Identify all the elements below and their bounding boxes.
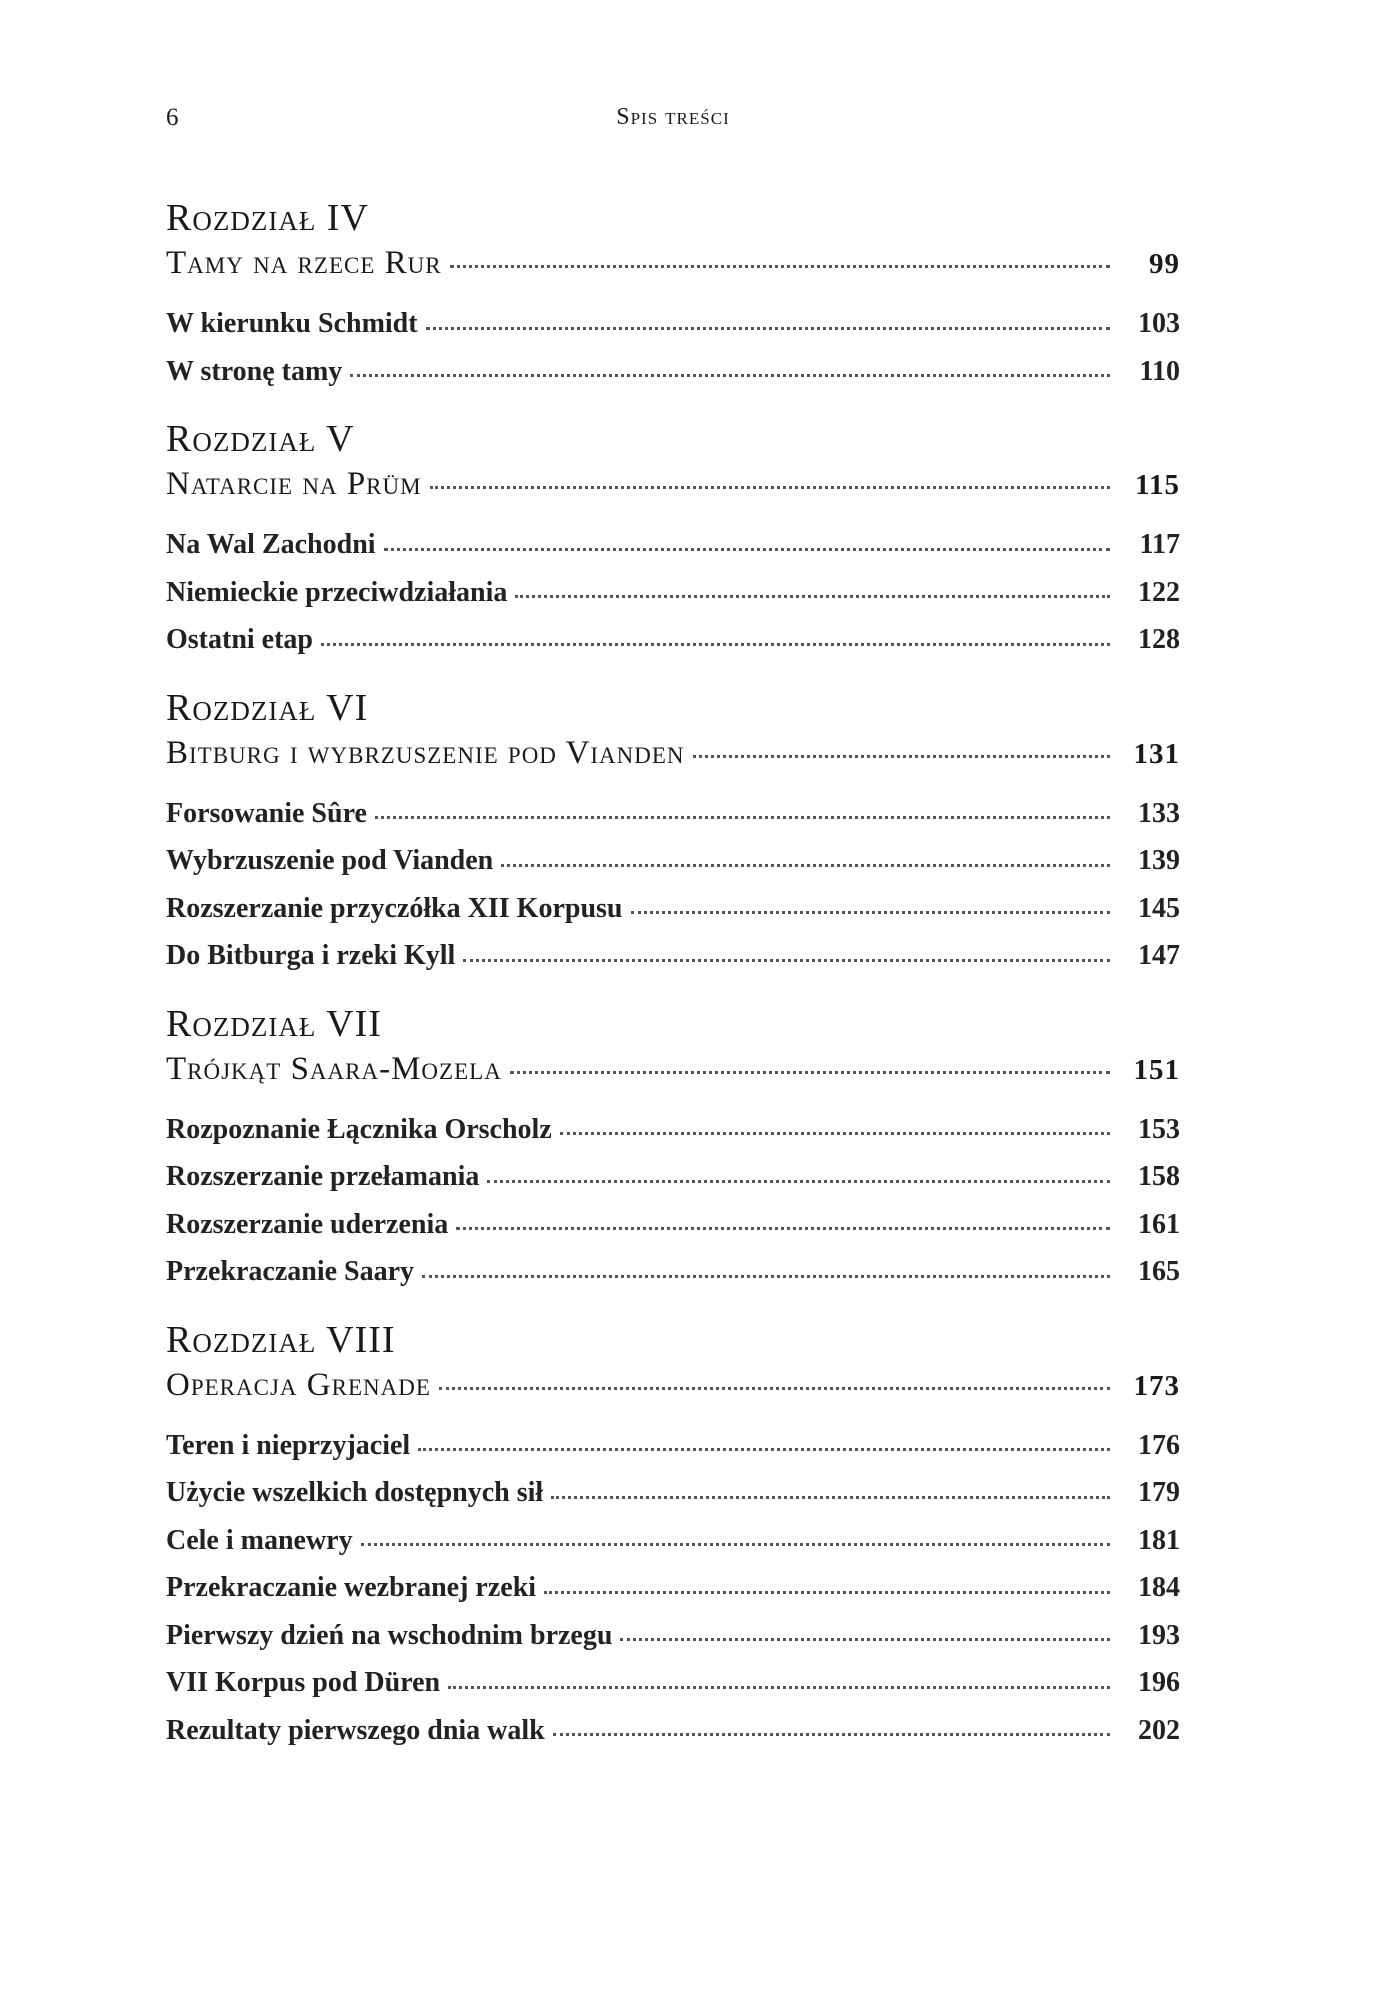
entry-page-number: 103 — [1138, 308, 1180, 339]
toc-entry[interactable] — [166, 1659, 1180, 1707]
toc-entry[interactable] — [166, 300, 1180, 348]
dot-leader — [418, 1448, 1110, 1451]
toc-entry[interactable] — [166, 521, 1180, 569]
chapter-page-number: 151 — [1133, 1053, 1180, 1086]
entry-page-number: 184 — [1138, 1572, 1180, 1603]
dot-leader — [631, 911, 1110, 914]
toc-entry[interactable] — [166, 1422, 1180, 1470]
dot-leader — [448, 1686, 1110, 1689]
dot-leader — [426, 327, 1110, 330]
entry-title: W kierunku Schmidt — [166, 308, 418, 339]
dot-leader — [439, 1387, 1110, 1390]
toc-entry[interactable] — [166, 1201, 1180, 1249]
entry-page-number: 193 — [1138, 1619, 1180, 1651]
entry-page-number: 158 — [1138, 1161, 1180, 1192]
dot-leader — [560, 1132, 1110, 1135]
chapter-title-line[interactable] — [166, 1046, 1180, 1092]
entry-title: Pierwszy dzień na wschodnim brzegu — [166, 1619, 613, 1651]
chapter-title: Trójkąt Saara-Mozela — [166, 1050, 502, 1087]
dot-leader — [510, 1071, 1110, 1074]
chapter-label: Rozdział IV — [166, 197, 369, 239]
chapter-label: Rozdział VIII — [166, 1318, 396, 1361]
toc-chapter — [166, 196, 1180, 395]
dot-leader — [693, 755, 1110, 758]
entry-page-number: 139 — [1138, 845, 1180, 876]
dot-leader — [422, 1275, 1110, 1278]
toc-entry[interactable] — [166, 1106, 1180, 1154]
dot-leader — [487, 1180, 1110, 1183]
chapter-page-number: 173 — [1133, 1369, 1180, 1402]
chapter-title-line[interactable] — [166, 461, 1180, 507]
entry-title: Do Bitburga i rzeki Kyll — [166, 940, 456, 971]
dot-leader — [350, 374, 1110, 377]
toc-entry[interactable] — [166, 1517, 1180, 1565]
chapter-page-number: 131 — [1133, 737, 1180, 770]
chapter-title-line[interactable] — [166, 1362, 1180, 1408]
dot-leader — [501, 864, 1110, 867]
toc-chapter — [166, 686, 1180, 980]
toc-entry[interactable] — [166, 1248, 1180, 1296]
toc-entry[interactable] — [166, 569, 1180, 617]
entry-page-number: 122 — [1138, 576, 1180, 608]
entry-page-number: 128 — [1138, 624, 1180, 655]
running-head-title: Spis treści — [616, 104, 730, 130]
dot-leader — [544, 1591, 1110, 1594]
entry-page-number: 161 — [1138, 1208, 1180, 1240]
dot-leader — [384, 548, 1110, 551]
entry-title: Użycie wszelkich dostępnych sił — [166, 1477, 544, 1508]
entry-page-number: 196 — [1138, 1667, 1180, 1698]
chapter-title: Tamy na rzece Rur — [166, 245, 442, 281]
chapter-title: Bitburg i wybrzuszenie pod Vianden — [166, 734, 685, 771]
dot-leader — [620, 1638, 1110, 1641]
dot-leader — [450, 265, 1110, 268]
entry-page-number: 133 — [1138, 797, 1180, 829]
page-number: 6 — [166, 104, 179, 131]
entry-page-number: 147 — [1138, 940, 1180, 971]
dot-leader — [430, 486, 1110, 489]
entry-title: Rozszerzanie przełamania — [166, 1161, 480, 1192]
entry-page-number: 110 — [1139, 355, 1180, 387]
entry-page-number: 202 — [1138, 1714, 1180, 1746]
dot-leader — [463, 959, 1110, 962]
entry-page-number: 181 — [1138, 1524, 1180, 1556]
chapter-label: Rozdział VI — [166, 686, 369, 729]
table-of-contents — [166, 196, 1180, 1754]
dot-leader — [553, 1733, 1110, 1736]
entry-page-number: 176 — [1138, 1429, 1180, 1461]
dot-leader — [321, 643, 1110, 646]
dot-leader — [456, 1227, 1110, 1230]
entry-page-number: 165 — [1138, 1256, 1180, 1287]
dot-leader — [551, 1496, 1110, 1499]
toc-chapter — [166, 417, 1180, 664]
entry-title: Niemieckie przeciwdziałania — [166, 576, 508, 608]
entry-title: Ostatni etap — [166, 624, 313, 655]
entry-page-number: 145 — [1138, 892, 1180, 924]
chapter-title: Operacja Grenade — [166, 1366, 431, 1403]
toc-entry[interactable] — [166, 616, 1180, 664]
entry-title: Rezultaty pierwszego dnia walk — [166, 1714, 545, 1746]
entry-title: Teren i nieprzyjaciel — [166, 1429, 411, 1461]
toc-entry[interactable] — [166, 1153, 1180, 1201]
entry-page-number: 117 — [1139, 529, 1180, 560]
chapter-title-line[interactable] — [166, 240, 1180, 286]
chapter-page-number: 115 — [1135, 469, 1180, 501]
dot-leader — [375, 816, 1110, 819]
chapter-label: Rozdział V — [166, 418, 355, 460]
entry-title: Rozszerzanie przyczółka XII Korpusu — [166, 892, 623, 924]
entry-title: Przekraczanie wezbranej rzeki — [166, 1572, 537, 1603]
toc-entry[interactable] — [166, 837, 1180, 885]
chapter-title-line[interactable] — [166, 730, 1180, 776]
entry-title: Przekraczanie Saary — [166, 1256, 415, 1287]
running-head — [166, 104, 1180, 140]
chapter-page-number: 99 — [1149, 248, 1180, 280]
entry-title: W stronę tamy — [166, 355, 343, 387]
dot-leader — [361, 1543, 1110, 1546]
toc-entry[interactable] — [166, 1469, 1180, 1517]
toc-entry[interactable] — [166, 885, 1180, 933]
entry-title: VII Korpus pod Düren — [166, 1667, 441, 1698]
toc-entry[interactable] — [166, 1707, 1180, 1755]
entry-title: Rozpoznanie Łącznika Orscholz — [166, 1113, 552, 1145]
dot-leader — [515, 595, 1110, 598]
toc-entry[interactable] — [166, 932, 1180, 980]
chapter-title: Natarcie na Prüm — [166, 466, 422, 502]
entry-title: Cele i manewry — [166, 1524, 353, 1556]
toc-entry[interactable] — [166, 348, 1180, 396]
toc-entry[interactable] — [166, 1612, 1180, 1660]
entry-title: Na Wal Zachodni — [166, 529, 376, 560]
toc-chapter — [166, 1002, 1180, 1296]
entry-title: Wybrzuszenie pod Vianden — [166, 845, 494, 876]
toc-chapter — [166, 1318, 1180, 1755]
entry-title: Rozszerzanie uderzenia — [166, 1208, 449, 1240]
toc-entry[interactable] — [166, 790, 1180, 838]
toc-entry[interactable] — [166, 1564, 1180, 1612]
chapter-label: Rozdział VII — [166, 1002, 382, 1045]
entry-title: Forsowanie Sûre — [166, 797, 367, 829]
entry-page-number: 179 — [1138, 1477, 1180, 1508]
entry-page-number: 153 — [1138, 1113, 1180, 1145]
